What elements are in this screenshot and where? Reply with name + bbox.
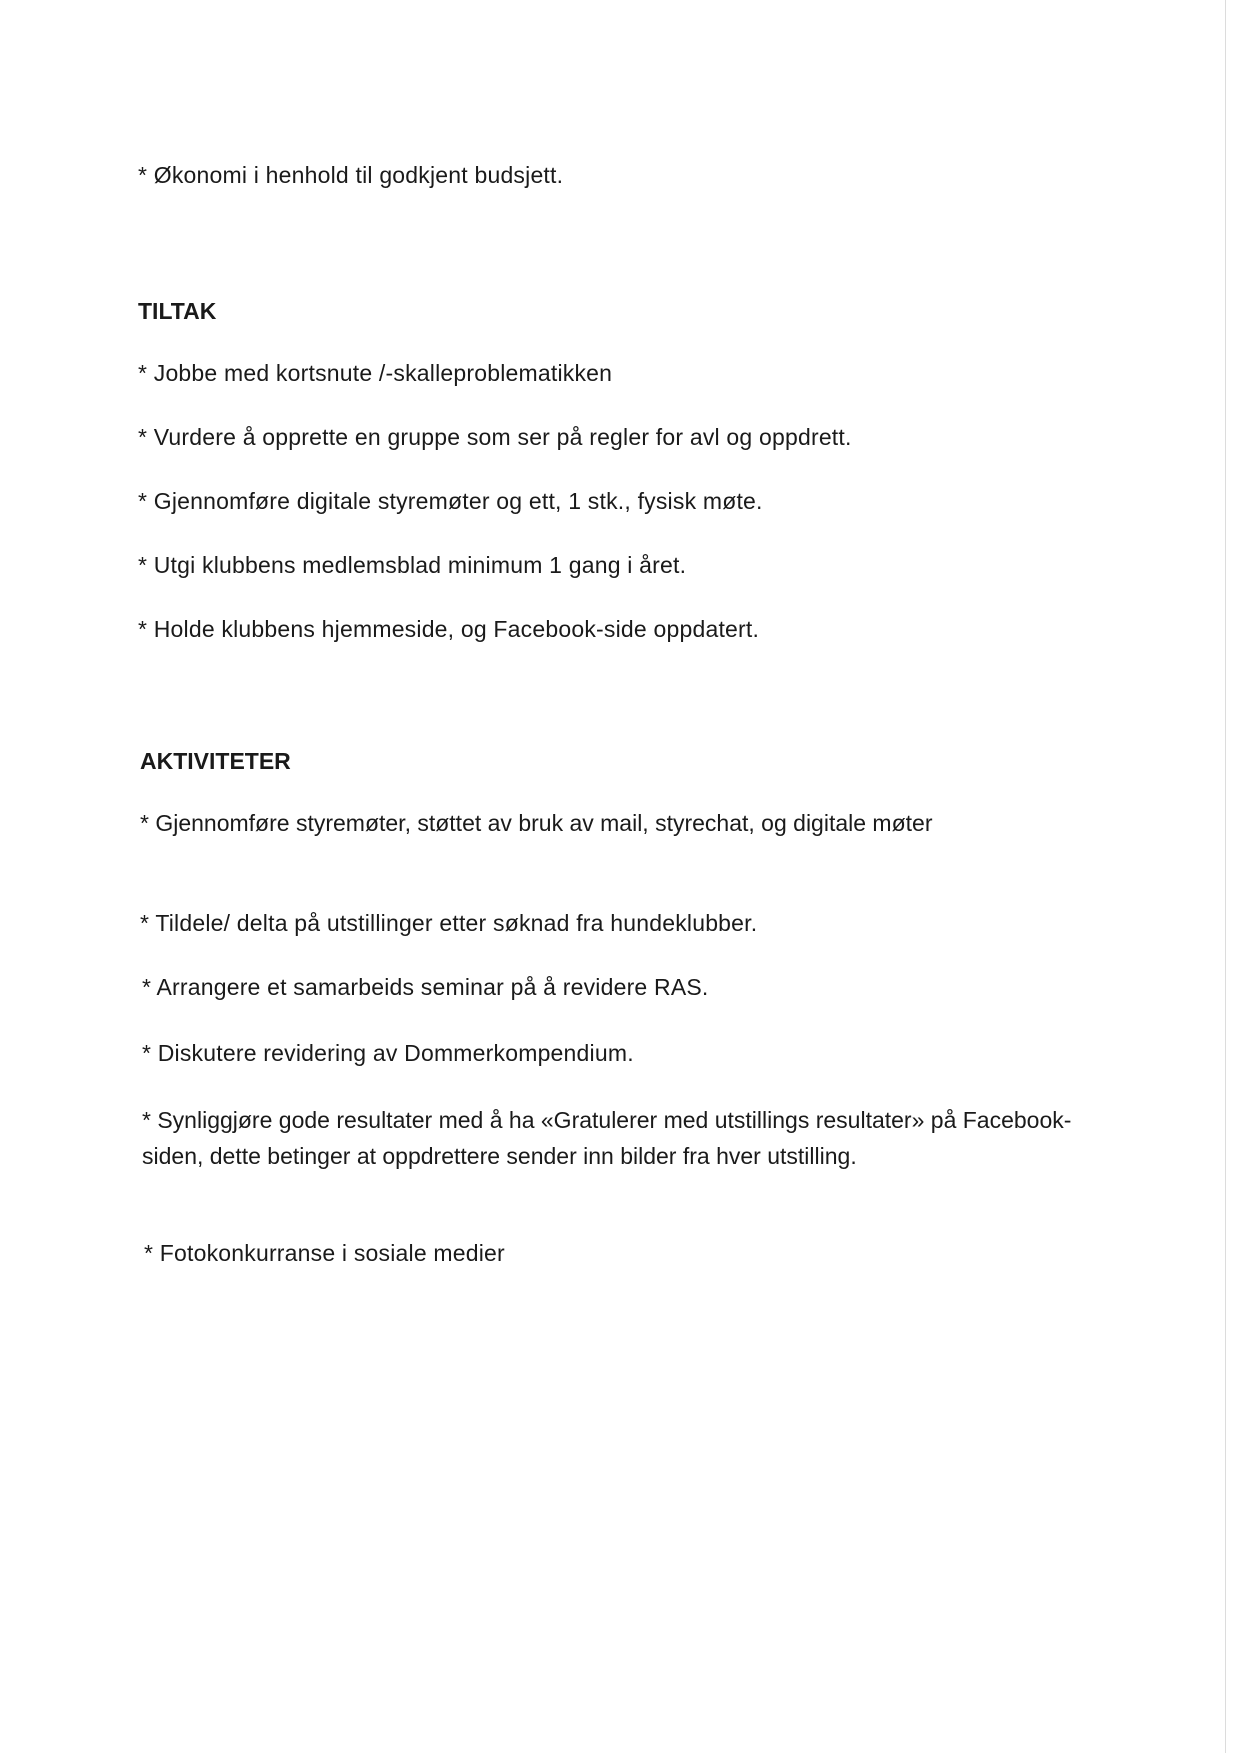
aktiviteter-item: * Gjennomføre styremøter, støttet av bruk av mail, styrechat, og digitale møter [140,810,933,836]
tiltak-item: * Utgi klubbens medlemsblad minimum 1 gang i året. [138,552,687,578]
aktiviteter-heading: AKTIVITETER [140,748,291,774]
tiltak-item: * Jobbe med kortsnute /-skalleproblematikken [138,360,613,386]
tiltak-item: * Vurdere å opprette en gruppe som ser på regler for avl og oppdrett. [138,424,852,450]
tiltak-item: * Holde klubbens hjemmeside, og Facebook-side oppdatert. [138,616,760,642]
aktiviteter-item: * Arrangere et samarbeids seminar på å revidere RAS. [142,974,709,1000]
aktiviteter-item: * Diskutere revidering av Dommerkompendium. [142,1040,634,1066]
tiltak-heading: TILTAK [138,298,217,324]
page-edge-line [1225,0,1226,1753]
aktiviteter-item: * Fotokonkurranse i sosiale medier [144,1240,505,1266]
tiltak-item: * Gjennomføre digitale styremøter og ett, 1 stk., fysisk møte. [138,488,763,514]
aktiviteter-item: * Synliggjøre gode resultater med å ha «Gratulerer med utstillings resultater» på Facebook-siden, dette betinger at oppdrettere sender inn bilder fra hver utstilling. [142,1107,1072,1169]
economy-item: * Økonomi i henhold til godkjent budsjett. [138,162,564,188]
aktiviteter-item: * Tildele/ delta på utstillinger etter søknad fra hundeklubber. [140,910,758,936]
